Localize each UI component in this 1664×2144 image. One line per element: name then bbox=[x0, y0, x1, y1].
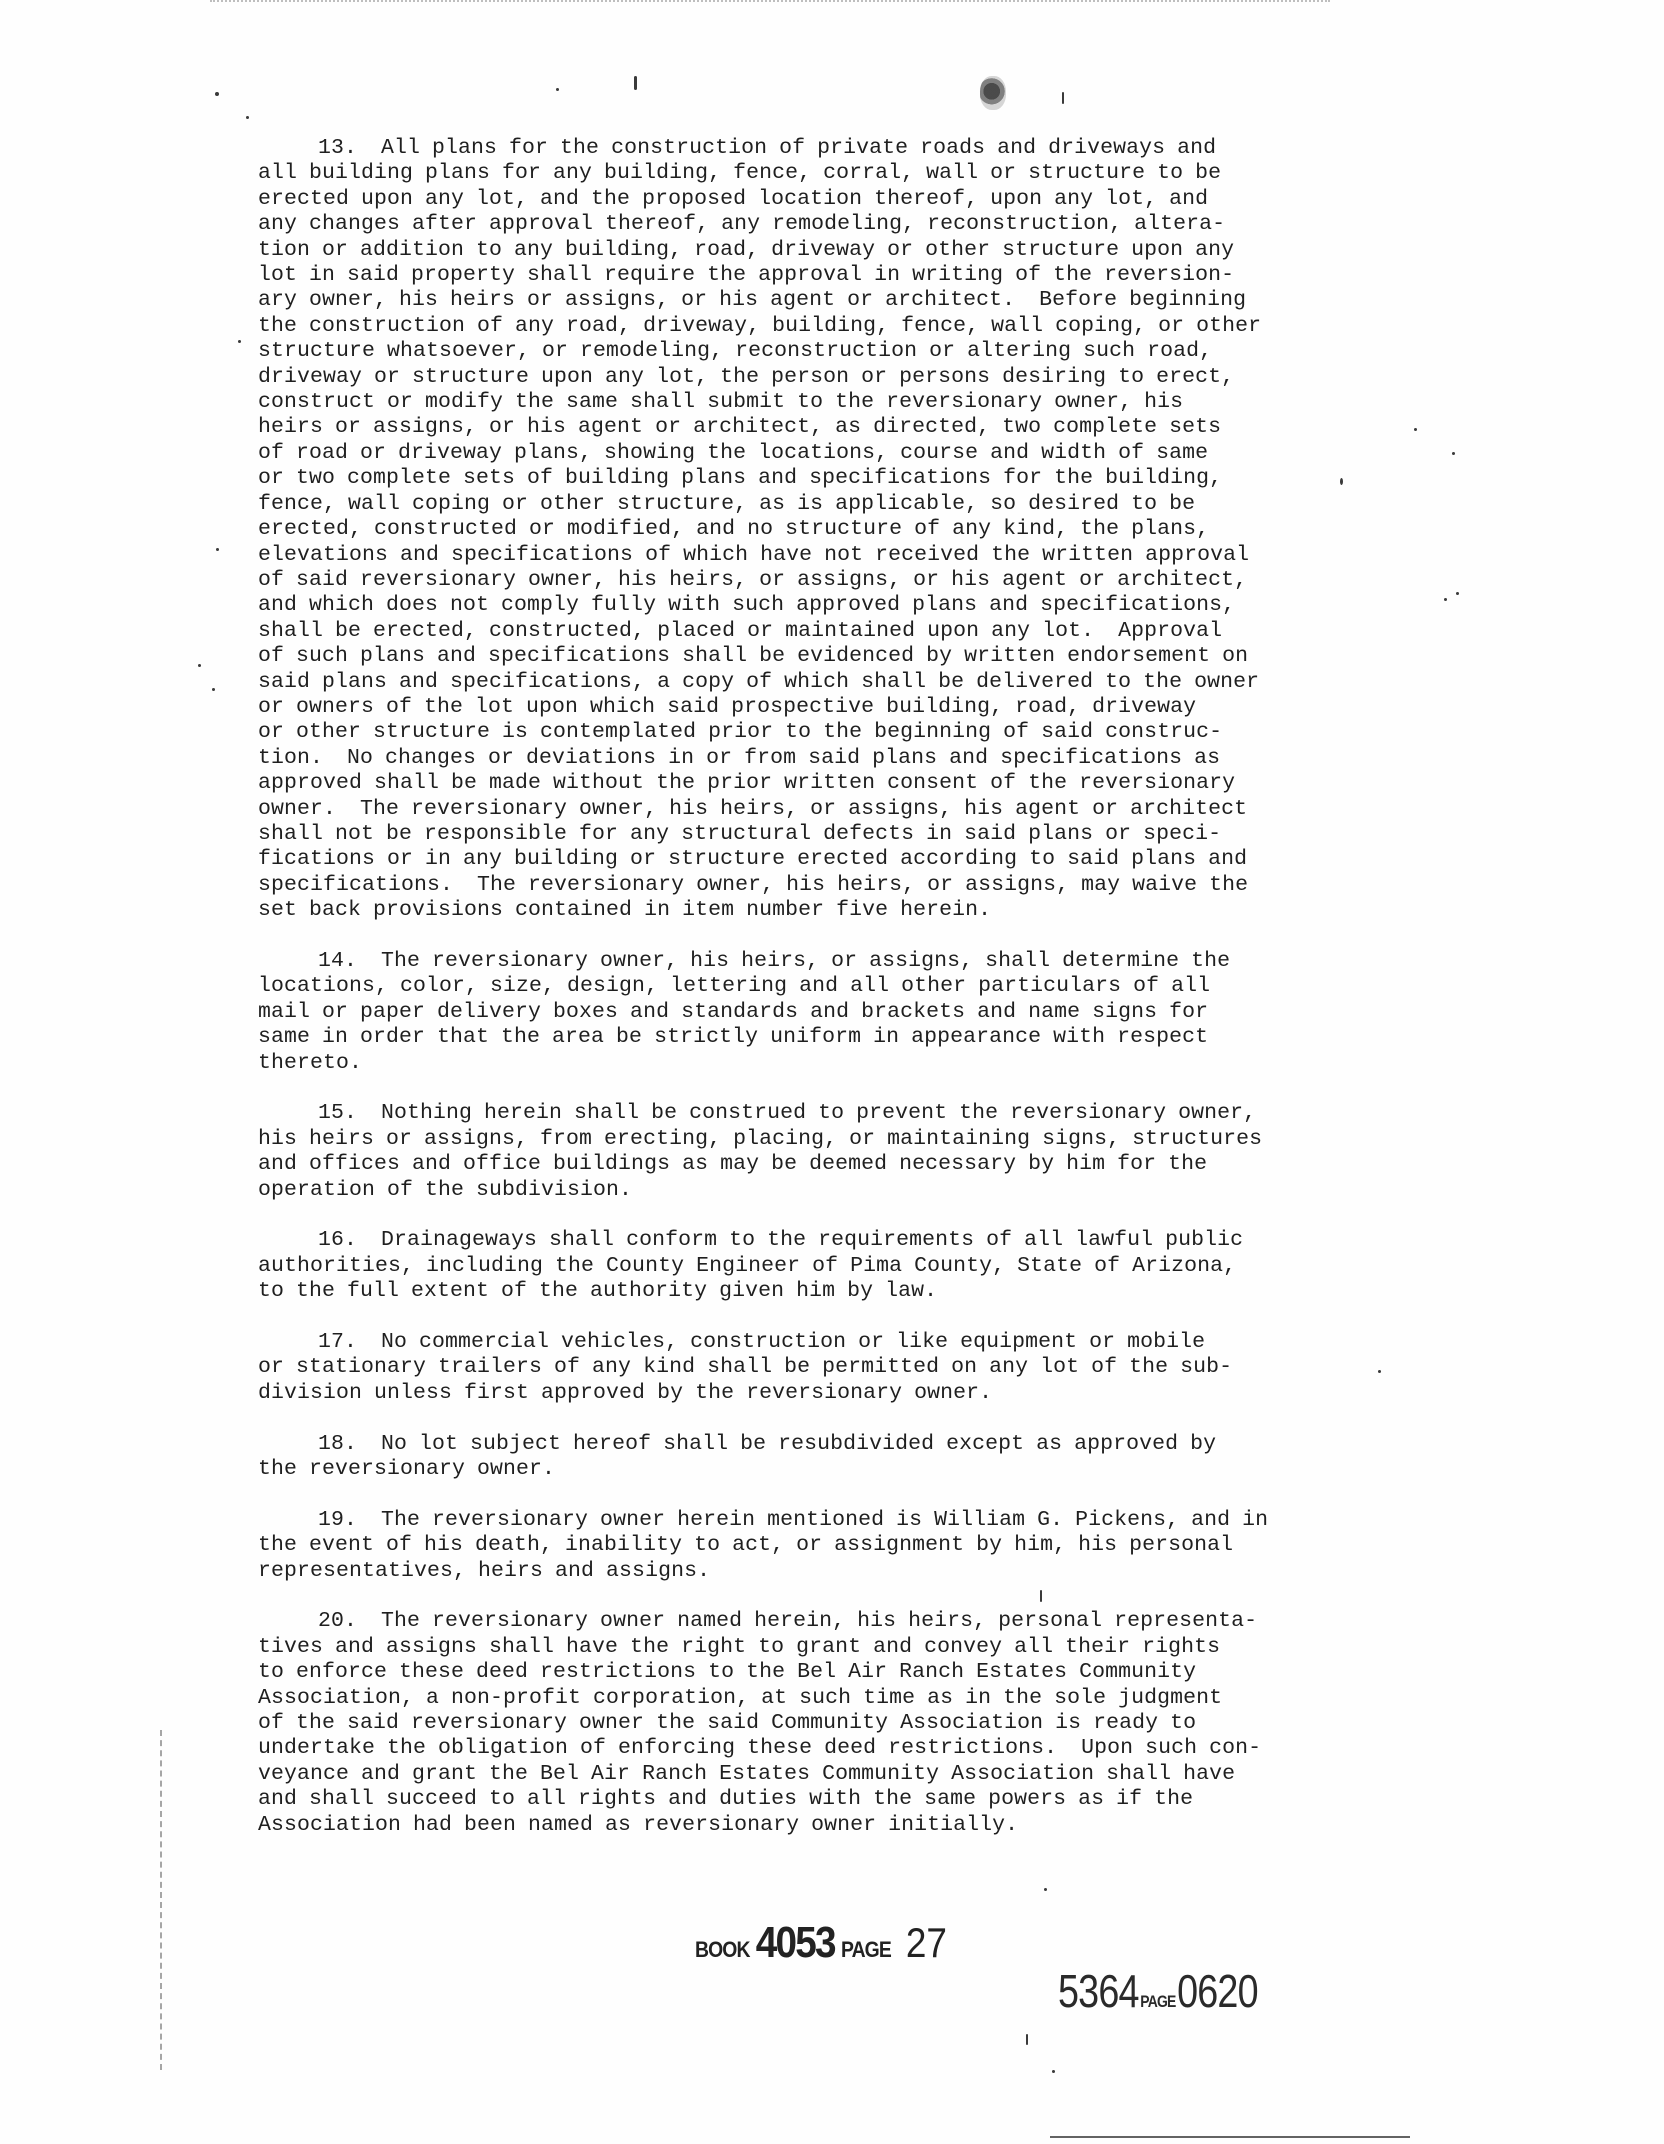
record-stamp bbox=[1058, 1964, 1258, 2018]
scan-speck bbox=[212, 688, 215, 691]
paragraph-15: 15. Nothing herein shall be construed to prevent the reversionary owner, his heirs or assigns, from erecting, placing, or maintaining signs, structures and offices and office buildings as may be deemed necessary by him for the operation of the subdivision. bbox=[258, 1101, 1263, 1202]
scan-speck bbox=[1062, 92, 1064, 104]
record-page-label: PAGE bbox=[1140, 1992, 1176, 2011]
page-number: 27 bbox=[905, 1919, 947, 1966]
bottom-scan-line bbox=[1050, 2136, 1410, 2138]
scan-speck bbox=[216, 548, 219, 551]
scan-left-edge-artifact bbox=[160, 1730, 165, 2070]
scan-speck bbox=[1052, 2070, 1055, 2073]
scan-speck bbox=[1456, 592, 1459, 595]
scan-speck bbox=[1414, 428, 1417, 431]
page-label: PAGE bbox=[840, 1937, 891, 1962]
scan-speck bbox=[1026, 2034, 1028, 2045]
scan-speck bbox=[1444, 598, 1447, 601]
paragraph-19: 19. The reversionary owner herein mentioned is William G. Pickens, and in the event of his death, inability to act, or assignment by him, his personal representatives, heirs and assigns. bbox=[258, 1507, 1269, 1583]
book-label: BOOK bbox=[695, 1937, 750, 1962]
scan-top-border bbox=[210, 0, 1330, 10]
paragraph-13: 13. All plans for the construction of private roads and driveways and all building plans for any building, fence, corral, wall or structure to be erected upon any lot, and the proposed location thereof, upon any lot, and any changes after approval thereof, any remodeling, reconstruction, altera- tion or addition to any building, road, driveway or other structure upon any lot in said property shall require the approval in writing of the reversion- ary owner, his heirs or assigns, or his agent or architect. Before beginning the construction of any road, driveway, building, fence, wall coping, or other structure whatsoever, or remodeling, reconstruction or altering such road, driveway or structure upon any lot, the person or persons desiring to erect, construct or modify the same shall submit to the reversionary owner, his heirs or assigns, or his agent or architect, as directed, two complete sets of road or driveway plans, showing the locations, course and width of same or two complete sets of building plans and specifications for the building, fence, wall coping or other structure, as is applicable, so desired to be erected, constructed or modified, and no structure of any kind, the plans, elevations and specifications of which have not received the written approval of said reversionary owner, his heirs, or assigns, or his agent or architect, and which does not comply fully with such approved plans and specifications, shall be erected, constructed, placed or maintained upon any lot. Approval of such plans and specifications shall be evidenced by written endorsement on said plans and specifications, a copy of which shall be delivered to the owner or owners of the lot upon which said prospective building, road, driveway or other structure is contemplated prior to the beginning of said construc- tion. No changes or deviations in or from said plans and specifications as approved shall be made without the prior written consent of the reversionary owner. The reversionary owner, his heirs, or assigns, his agent or architect shall not be responsible for any structural defects in said plans or speci- fications or in any building or structure erected according to said plans and specifications. The reversionary owner, his heirs, or assigns, may waive the set back provisions contained in item number five herein. bbox=[258, 136, 1262, 923]
paragraph-17: 17. No commercial vehicles, construction or like equipment or mobile or stationary trailers of any kind shall be permitted on any lot of the sub- division unless first approved by the reversionary owner. bbox=[258, 1330, 1233, 1405]
scan-speck bbox=[1378, 1370, 1381, 1373]
scan-speck bbox=[198, 664, 201, 667]
paragraph-20: 20. The reversionary owner named herein, his heirs, personal representa- tives and assigns shall have the right to grant and convey all their rights to enforce these deed restrictions to the Bel Air Ranch Estates Community Association, a non-profit corporation, at such time as in the sole judgment of the said reversionary owner the said Community Association is ready to undertake the obligation of enforcing these deed restrictions. Upon such con- veyance and grant the Bel Air Ranch Estates Community Association shall have and shall succeed to all rights and duties with the same powers as if the Association had been named as reversionary owner initially. bbox=[258, 1609, 1262, 1837]
book-number: 4053 bbox=[755, 1918, 835, 1967]
scan-speck bbox=[634, 76, 637, 90]
paragraph-14: 14. The reversionary owner, his heirs, or assigns, shall determine the locations, color, size, design, lettering and all other particulars of all mail or paper delivery boxes and standards and brackets and name signs for same in order that the area be strictly uniform in appearance with respect thereto. bbox=[258, 948, 1231, 1075]
scan-speck bbox=[556, 88, 559, 91]
record-number: 5364 bbox=[1058, 1965, 1139, 2017]
punch-hole-mark bbox=[980, 76, 1006, 110]
scan-speck bbox=[246, 116, 249, 119]
scan-speck bbox=[215, 92, 219, 96]
book-page-stamp bbox=[695, 1918, 947, 1968]
scan-speck bbox=[1044, 1888, 1047, 1891]
scan-speck bbox=[238, 340, 241, 343]
deed-restrictions-text bbox=[258, 136, 1368, 1838]
scan-speck bbox=[1452, 452, 1455, 455]
paragraph-16: 16. Drainageways shall conform to the requirements of all lawful public authorities, including the County Engineer of Pima County, State of Arizona, to the full extent of the authority given him by law. bbox=[258, 1228, 1244, 1304]
record-page-number: 0620 bbox=[1177, 1965, 1258, 2017]
paragraph-18: 18. No lot subject hereof shall be resubdivided except as approved by the reversionary owner. bbox=[258, 1431, 1217, 1482]
